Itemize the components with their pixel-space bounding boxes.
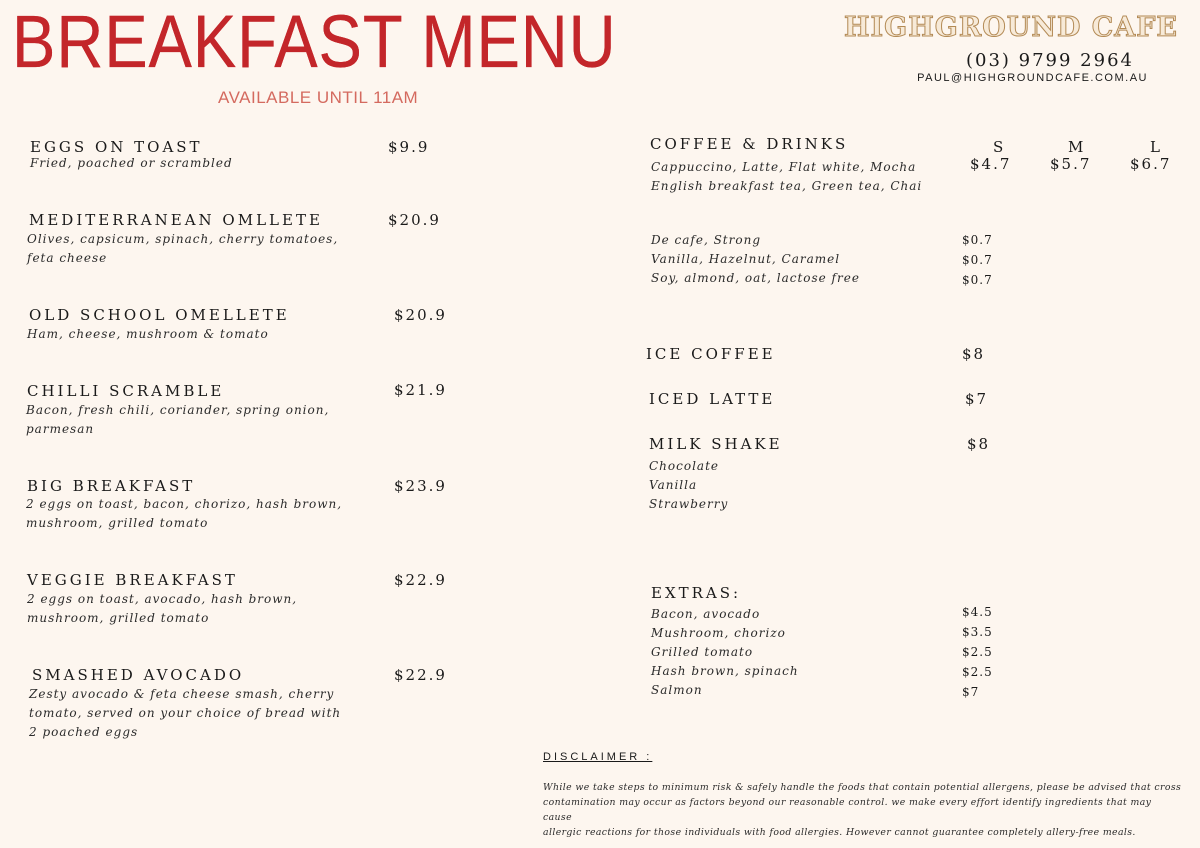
disclaimer-title: DISCLAIMER : bbox=[543, 751, 653, 763]
extra-label: Bacon, avocado bbox=[651, 607, 761, 621]
disclaimer-line: While we take steps to minimum risk & safely handle the foods that contain potential allergens, please be advised that cross bbox=[543, 782, 1182, 793]
desc-line: Ham, cheese, mushroom & tomato bbox=[27, 327, 269, 341]
food-item-name: SMASHED AVOCADO bbox=[32, 666, 245, 684]
coffee-addon-price: $0.7 bbox=[962, 273, 993, 287]
desc-line: English breakfast tea, Green tea, Chai bbox=[651, 179, 923, 193]
desc-line: mushroom, grilled tomato bbox=[27, 611, 210, 625]
desc-line: Bacon, fresh chili, coriander, spring onion, bbox=[26, 403, 330, 417]
desc-line: Cappuccino, Latte, Flat white, Mocha bbox=[651, 160, 917, 174]
menu-title-text: BREAKFAST MENU bbox=[12, 0, 617, 83]
size-price-small: $4.7 bbox=[970, 155, 1012, 173]
food-item-desc bbox=[26, 401, 329, 439]
coffee-types bbox=[651, 158, 922, 196]
menu-title bbox=[12, 2, 617, 82]
food-item-name: BIG BREAKFAST bbox=[27, 477, 196, 495]
food-item-name: MEDITERRANEAN OMLLETE bbox=[29, 211, 323, 229]
extra-label: Grilled tomato bbox=[651, 645, 754, 659]
food-item-price: $21.9 bbox=[394, 381, 447, 399]
desc-line: Vanilla bbox=[649, 478, 698, 492]
coffee-section-title: COFFEE & DRINKS bbox=[650, 135, 849, 153]
food-item-price: $20.9 bbox=[394, 306, 447, 324]
desc-line: parmesan bbox=[26, 422, 95, 436]
desc-line: Olives, capsicum, spinach, cherry tomatoes, bbox=[27, 232, 339, 246]
drink-name: ICED LATTE bbox=[649, 390, 776, 408]
coffee-addon-price: $0.7 bbox=[962, 253, 993, 267]
extra-price: $3.5 bbox=[962, 625, 993, 639]
extra-price: $2.5 bbox=[962, 665, 993, 679]
extras-title: EXTRAS: bbox=[651, 584, 742, 602]
desc-line: Fried, poached or scrambled bbox=[30, 156, 233, 170]
coffee-addon-label: Vanilla, Hazelnut, Caramel bbox=[651, 252, 841, 266]
desc-line: Chocolate bbox=[649, 459, 719, 473]
food-item-desc bbox=[30, 154, 233, 173]
food-item-name: VEGGIE BREAKFAST bbox=[27, 571, 238, 589]
desc-line: feta cheese bbox=[27, 251, 108, 265]
extra-price: $2.5 bbox=[962, 645, 993, 659]
food-item-desc bbox=[29, 685, 341, 742]
disclaimer-text bbox=[543, 780, 1183, 840]
food-item-price: $23.9 bbox=[394, 477, 447, 495]
cafe-logo-text: HIGHGROUND CAFE bbox=[844, 12, 1178, 43]
extra-label: Hash brown, spinach bbox=[651, 664, 799, 678]
food-item-price: $20.9 bbox=[388, 211, 441, 229]
size-label-small: S bbox=[993, 138, 1004, 156]
food-item-desc bbox=[27, 590, 297, 628]
food-item-name: CHILLI SCRAMBLE bbox=[27, 382, 225, 400]
size-price-medium: $5.7 bbox=[1050, 155, 1092, 173]
size-price-large: $6.7 bbox=[1130, 155, 1172, 173]
food-item-price: $22.9 bbox=[394, 571, 447, 589]
extra-label: Mushroom, chorizo bbox=[651, 626, 786, 640]
food-item-desc bbox=[27, 230, 338, 268]
extra-price: $4.5 bbox=[962, 605, 993, 619]
size-label-medium: M bbox=[1068, 138, 1084, 156]
food-item-price: $9.9 bbox=[388, 138, 430, 156]
drink-price: $7 bbox=[965, 390, 989, 408]
coffee-addon-price: $0.7 bbox=[962, 233, 993, 247]
food-item-name: OLD SCHOOL OMELLETE bbox=[29, 306, 290, 324]
drink-name: ICE COFFEE bbox=[646, 345, 776, 363]
drink-price: $8 bbox=[967, 435, 991, 453]
size-label-large: L bbox=[1150, 138, 1160, 156]
food-item-name: EGGS ON TOAST bbox=[30, 138, 203, 156]
desc-line: 2 eggs on toast, bacon, chorizo, hash brown, bbox=[26, 497, 343, 511]
cafe-email: PAUL@HIGHGROUNDCAFE.COM.AU bbox=[917, 72, 1148, 84]
disclaimer-line: allergic reactions for those individuals with food allergies. However cannot guarantee completely allery-free meals. bbox=[543, 827, 1136, 838]
coffee-addon-label: Soy, almond, oat, lactose free bbox=[651, 271, 860, 285]
milkshake-flavours bbox=[649, 457, 728, 514]
menu-subtitle: AVAILABLE UNTIL 11AM bbox=[218, 88, 419, 107]
drink-price: $8 bbox=[962, 345, 986, 363]
food-item-desc bbox=[27, 325, 269, 344]
coffee-addon-label: De cafe, Strong bbox=[651, 233, 761, 247]
cafe-phone: (03) 9799 2964 bbox=[965, 50, 1134, 71]
desc-line: Zesty avocado & feta cheese smash, cherry bbox=[29, 687, 335, 701]
desc-line: 2 poached eggs bbox=[29, 725, 139, 739]
desc-line: tomato, served on your choice of bread with bbox=[29, 706, 342, 720]
disclaimer-line: contamination may occur as factors beyond our reasonable control. we make every effort identify ingredients that may cause bbox=[543, 797, 1152, 823]
desc-line: 2 eggs on toast, avocado, hash brown, bbox=[27, 592, 298, 606]
drink-name: MILK SHAKE bbox=[649, 435, 783, 453]
desc-line: Strawberry bbox=[649, 497, 729, 511]
extra-label: Salmon bbox=[651, 683, 703, 697]
extra-price: $7 bbox=[962, 685, 980, 699]
food-item-price: $22.9 bbox=[394, 666, 447, 684]
food-item-desc bbox=[26, 495, 342, 533]
desc-line: mushroom, grilled tomato bbox=[26, 516, 209, 530]
